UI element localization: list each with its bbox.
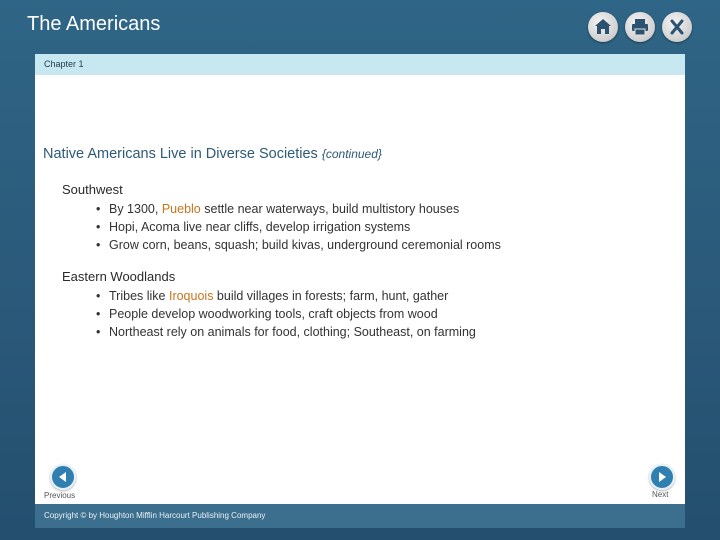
bullet-text: build villages in forests; farm, hunt, gather [213,289,449,303]
bullet-list [62,287,476,341]
footer-bar [35,504,685,528]
arrow-left-icon [57,471,69,483]
section-southwest [62,182,501,254]
bullet-text: settle near waterways, build multistory houses [200,202,460,216]
bullet-text: People develop woodworking tools, craft objects from wood [109,307,438,321]
bullet-item [96,200,501,218]
print-glyph [630,17,650,37]
arrow-right-icon [656,471,668,483]
previous-label[interactable]: Previous [44,491,76,500]
home-icon[interactable] [588,12,618,42]
section-eastern-woodlands [62,269,476,341]
section-title: Southwest [62,182,123,197]
slide-content [35,75,685,504]
bullet-item [96,218,501,236]
slide-heading [43,146,382,162]
highlight-term: Pueblo [161,202,201,216]
close-glyph [667,17,687,37]
previous-button[interactable] [50,464,76,490]
print-icon[interactable] [625,12,655,42]
top-nav-icons [588,12,692,42]
bullet-item [96,323,476,341]
bullet-item [96,236,501,254]
bullet-item [96,305,476,323]
chapter-label: Chapter 1 [44,59,84,69]
bullet-text: Hopi, Acoma live near cliffs, develop irrigation systems [109,220,411,234]
bullet-list [62,200,501,254]
section-title: Eastern Woodlands [62,269,176,284]
next-label[interactable]: Next [652,490,669,499]
slide-heading-text: Native Americans Live in Diverse Societies [43,146,318,162]
copyright-text: Copyright © by Houghton Mifflin Harcourt Publishing Company [44,511,266,520]
app-title: The Americans [27,13,161,35]
close-icon[interactable] [662,12,692,42]
home-glyph [593,17,613,37]
bullet-item [96,287,476,305]
bullet-text: By 1300, [109,202,162,216]
bullet-text: Grow corn, beans, squash; build kivas, underground ceremonial rooms [109,238,501,252]
slide-heading-suffix: {continued} [321,147,382,161]
highlight-term: Iroquois [168,289,214,303]
chapter-bar [35,54,685,75]
bullet-text: Tribes like [109,289,169,303]
bullet-text: Northeast rely on animals for food, clothing; Southeast, on farming [109,325,476,339]
next-button[interactable] [649,464,675,490]
